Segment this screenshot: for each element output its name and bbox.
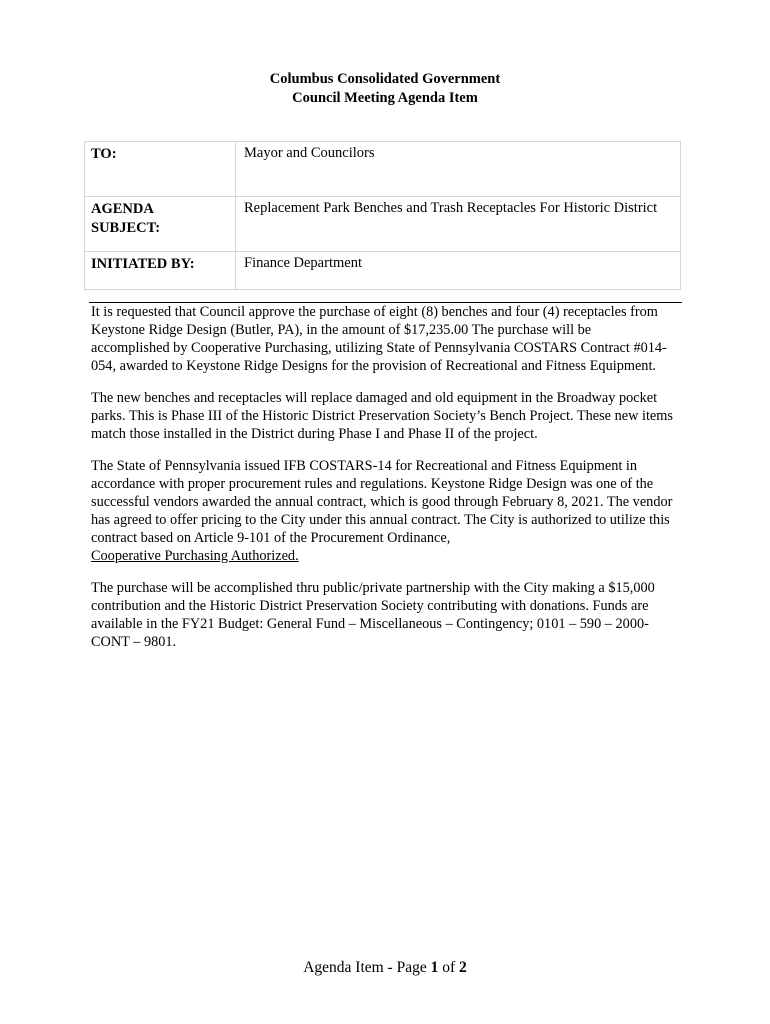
table-row [85,252,681,290]
page-total: 2 [459,959,467,976]
body-paragraph-contract [91,457,673,565]
table-row [85,197,681,252]
document-header [0,70,770,108]
page-number: 1 [430,959,439,976]
initiated-by-value: Finance Department [236,252,681,290]
agenda-subject-label-line1: AGENDA [91,201,154,217]
page-footer [0,959,770,977]
initiated-by-label: INITIATED BY: [85,252,236,290]
body-paragraph-request: It is requested that Council approve the purchase of eight (8) benches and four (4) receptacles from Keystone Ridge Design (Butler, PA), in the amount of $17,235.00 The purchase will be accomplished by Cooperative Purchasing, utilizing State of Pennsylvania COSTARS Contract #014-054, awarded to Keystone Ridge Designs for the provision of Recreational and Fitness Equipment. [91,304,667,374]
document-body [91,303,673,665]
organization-title: Columbus Consolidated Government [269,71,501,87]
agenda-subject-label-line2: SUBJECT: [91,220,161,236]
agenda-info-table [84,141,681,290]
table-row [85,142,681,197]
agenda-subject-value: Replacement Park Benches and Trash Receptacles For Historic District [236,197,681,252]
footer-prefix: Agenda Item - Page [303,959,431,976]
document-title: Council Meeting Agenda Item [292,90,478,106]
cooperative-purchasing-reference: Cooperative Purchasing Authorized. [91,548,299,564]
body-paragraph-replacement: The new benches and receptacles will replace damaged and old equipment in the Broadway pocket parks. This is Phase III of the Historic District Preservation Society’s Bench Project. These new items match those installed in the District during Phase I and Phase II of the project. [91,390,673,442]
body-paragraph-funding: The purchase will be accomplished thru public/private partnership with the City making a $15,000 contribution and the Historic District Preservation Society contributing with donations. Funds are available in the FY21 Budget: General Fund – Miscellaneous – Contingency; 0101 – 590 – 2000- CONT – 9801. [91,580,655,650]
agenda-subject-label [85,197,236,252]
to-value: Mayor and Councilors [236,142,681,197]
footer-of: of [438,959,460,976]
contract-paragraph-text: The State of Pennsylvania issued IFB COSTARS-14 for Recreational and Fitness Equipment in accordance with proper procurement rules and regulations. Keystone Ridge Design was one of the successful vendors awarded the annual contract, which is good through February 8, 2021. The vendor has agreed to offer pricing to the City under this annual contract. The City is authorized to utilize this contract based on Article 9-101 of the Procurement Ordinance, [91,458,673,546]
to-label: TO: [85,142,236,197]
